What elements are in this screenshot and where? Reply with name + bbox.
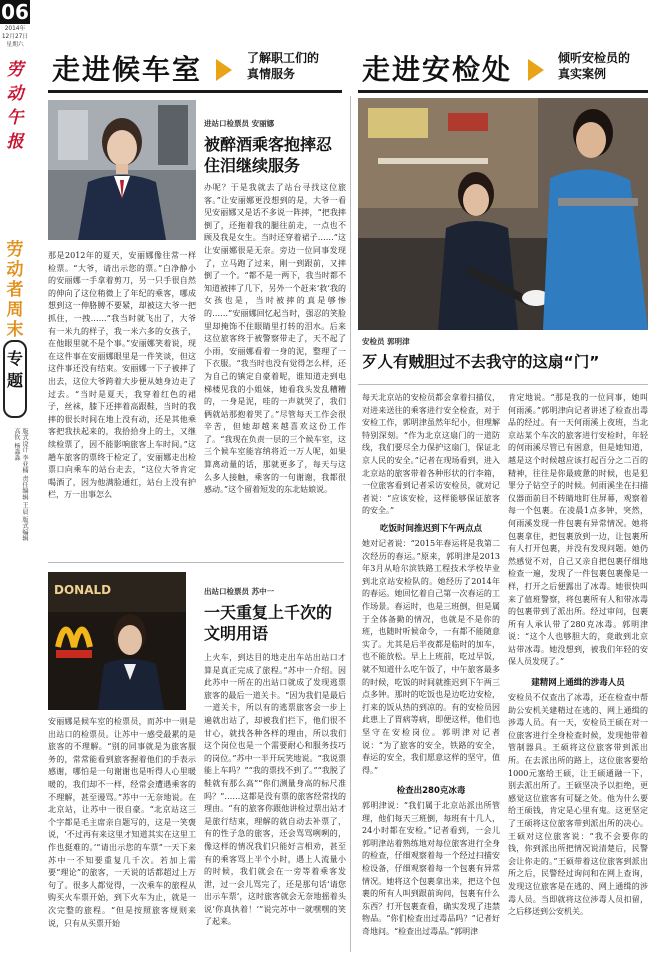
article3-col2-subhead: 建精网上通缉的涉毒人员 — [531, 678, 625, 688]
photo-caption-sign: DONALD — [54, 583, 112, 597]
right-section-title: 走进安检处 — [362, 53, 513, 86]
article2-kicker: 出站口检票员 苏中一 — [204, 587, 275, 596]
play-arrow-icon — [528, 59, 544, 81]
issue-date-year: 2014年 — [4, 26, 26, 32]
photo-an-lina — [48, 100, 196, 240]
left-section-subtitle-2: 真情服务 — [247, 67, 296, 81]
right-section-subtitle-1: 倾听安检员的 — [558, 51, 631, 65]
article3-col1-intro: 每天北京站的安检员都会拿着扫描仪，对进来送往的乘客进行安全检查，对于安检工作，郭明津虽然年纪小，但理解特别深刻。“作为北京这扇门的一道防线，我们要尽全力保护这扇门，保证北京人民的安全。”记者在现场看到，进入北京站的旅客带着各种形状的行李箱，一位旅客看到记者采访安检员，就对记者说：“应该安检，这样能够保证旅客的安全。” — [362, 393, 500, 516]
issue-weekday: 星期六 — [6, 42, 24, 48]
article2-body-right: 上火车，到达目的地走出车站出站口才算是真正完成了旅程。”苏中一介绍。因此苏中一所在的出站口就成了发现逃票旅客的最后一道关卡。“因为我们是最后一道关卡，所以有的逃票旅客会一步上遍就出站了，却被我们拦下，他们很不甘心，就找各种各样的理由，所以我们这个岗位也是一个需要耐心和服务技巧的岗位。”苏中一半开玩笑地说。“我说票能上车吗？”“我的票找不到了。”“我脱了鞋就有那么高”“你们测量身高的标尺准吗？”……这都是没有票的旅客经常找的理由。“有的旅客你跟他讲检过票出站才是旅行结束，理解的就自动去补票了，有的性子急的旅客，还会骂骂咧咧的，像这样的情况我们只能好言相劝，甚至有的乘客骂上半个小时，遇上人流量小的时候，我们就会在一旁等着乘客发泄，过一会儿骂完了，还是那句话‘请您出示车票’，这时旅客就会无奈地摇着头说‘你真执着！’”说完苏中一就嘿嘿的笑了起来。 — [204, 653, 346, 927]
left-section-title: 走进候车室 — [52, 53, 203, 86]
article2-body-left: 安丽娜是候车室的检票员，而苏中一则是出站口的检票员。让苏中一感受最累的是旅客的不理解。“别的同事就是为旅客服务的，常常能看到旅客握着他们的手表示感谢，哪怕是一句谢谢也是听得人心里暖暖的，我们却不一样，经常会遭遇乘客的不理解，甚至谩骂。”苏中一无奈地说。在北京站，让苏中一很自豪。“北京站这三个字都是毛主席亲自题写的，这是一笑褒说，‘不过再有来这里才知道其实在这里工作也挺难的。’“请出示您的车票”一天下来苏中一不知要重复几千次。若加上需要“理论”的旅客，一天说的话都超过上万句了。很多人都觉得，一次乘车的旅程从购买火车票开始，到下火车为止，就是一次完整的旅程。“但是按照旅客规则来说，只有从买票开始 — [48, 717, 196, 928]
article3-col1-body: 她对记者说：“2015年春运将是我第二次经历的春运。”原来，郭明津是2013年3月从哈尔滨铁路工程技术学校毕业到北京站安检队的。她经历了2014年的春运。她回忆着自己第一次春运的工作场景。春运时，也是三班倒，但是属于全体备勤的情况，也就是不是你的班，也随时听候命令，一有都不能随意实了。尤其是后半夜都是临时的加车，也不能放松。早上上班前，吃过早饭，就不知道什么吃午饭了，中午旅客最多的时候，吃饭的时间就推迟到下午两三点多钟。那时的吃饭也是边吃边安检，打来的饭从热的到凉的。有的安检员因此患上了胃病等病，即便这样，他们也坚守在安检岗位。郭明津对记者说：“为了旅客的安全，铁路的安全，春运的安全，我们愿意这样的坚守，值得。” — [362, 539, 500, 775]
article3-rule — [358, 384, 648, 385]
section-divider — [350, 96, 351, 952]
article2-headline: 一天重复上千次的文明用语 — [204, 603, 333, 643]
article1-body-right: 办呢？于是我就去了站台寻找这位旅客。”让安丽娜更没想到的是，大爷一看见安丽娜又是话不多说一阵摔，“把我摔倒了，还拖着我的腿往前走，一点也不顾及我是女生。当时还穿着裙子……”这让安丽娜很是无奈。旁边一位同事发现了，立马跑了过来，刚一到跟前，又摔倒了一个。“都不是一两下，我当时都不知道被摔了几下，另外一个赶来‘救’我的女孩也是，当时被摔的真是够惨的……”安丽娜回忆起当时，强忍的笑脸里却掩饰不住眼睛里打转的泪水。后来这位旅客终于被警察带走了，天不起了小雨，安丽娜看着一身的泥，整理了一下衣服。“我当时也没有觉得怎么样，还为自己的镇定自豪着呢，谁知道走到电梯楼见我的小姐妹，她看我头发乱糟糟的，一身是泥，哇的一声就哭了，我们俩就站那抱着哭了。”尽管每天工作会很辛苦，但她却越来越喜欢这份工作了。“我现在负责一层的三个候车室，这三个候车室能容纳将近一万人呢，如果算离动量的话，那就更多了，每天与这么多人接触，乘客的一句谢谢，我都很感动。”这个留着短发的东北姑娘说。 — [204, 183, 346, 495]
play-arrow-icon — [216, 59, 232, 81]
page-number: 06 — [1, 0, 29, 24]
photo-su-zhongyi — [48, 572, 186, 710]
article3-col1-subhead-2: 检查出280克冰毒 — [396, 786, 466, 796]
feature-tag: 专题 — [3, 340, 27, 418]
issue-date-day: 12月27日 — [1, 34, 29, 40]
left-section-subtitle-1: 了解职工们的 — [247, 51, 320, 65]
article1-body-left: 那是2012年的夏天，安丽娜像往常一样检票。“大爷，请出示您的票。”白净静小的安丽娜一手拿着剪刀，另一只手很自然的伸向了这位稍微上了年纪的乘客，哪成想到这一伸胳膊不要紧，却被这大爷一把抓住，一拽……“我当时就飞出了，大爷有一米九的样子，我一米六多的女孩子，在他眼里就不是个事。”安丽娜笑着说，现在这件事在安丽娜眼里是一件笑谈，但这这件事还没有结束。安丽娜一下子被摔了出去，这位大爷跨着大步便从她身边走了过去。“当时是夏天，我穿着红色的裙子，丝袜，膝下还摔着高跟鞋，当时的我摔的很长时间在地上没有动，还是其他乘客把我扶起来的，我拾拾身上的土，又继续检票了，因不能影响旅客上车时间。”这趟车旅客的票终于检定了，安丽娜走出检票口向乘车的站台走去，“这位大爷肯定喝酒了，因为他满脸通红，站台上没有护栏，万一出事怎么 — [48, 251, 196, 500]
article3-col1-subhead: 吃饭时间推迟到下午两点点 — [379, 524, 482, 534]
article3-col2-body: 肯定地说。“那是我的一位同事，她叫何雨溪。”郭明津向记者讲述了检查出毒品的经过。有一天何雨溪上夜班，当北京站某个车次的旅客进行安检时，年轻的何雨溪尽管已有困意，但是她知道，越是这个时候越应该打起百分之二百的精神，往往是你最疲惫的时候，也是犯罪分子钻空子的时候。何雨溪坐在扫描仪器面前目不转睛地盯住屏幕，观察着每一个包裹。在凌晨1点多钟，突然，何雨溪发现一件包裹有异常情况。她将包裹拿住，把包裹放到一边，让包裹所有人打开包裹，并没有发现问题。她仍然感觉不对，自己又亲自把包裹仔细地检查一遍，发现了一件包裹包裹像是一样，打开之后便露出了冰毒。她很快叫来了值班警察，将包裹所有人和带冰毒的包裹带到了派出所。经过审问，包裹所有人承认带了280克冰毒。郭明津说：“这个人也够胆大的，竟敢到北京站带冰毒。她没想到，被我们年轻的安保人员发现了。” — [508, 393, 648, 667]
column-name: 劳动者周末 — [6, 240, 24, 340]
editor-credits: 版式设计 李亚楠 责任编辑 王晨 版式编辑 高钦 杨淼淼 — [13, 428, 28, 542]
photo-guo-mingjin — [358, 98, 648, 330]
left-header-rule — [48, 90, 342, 93]
article-divider — [48, 562, 344, 563]
right-header-rule — [358, 90, 648, 93]
article1-headline: 被醉酒乘客抱摔忍住泪继续服务 — [204, 135, 333, 175]
article3-col2-body-2: 安检员不仅查出了冰毒，还在检查中帮助公安机关建精过在逃的、网上通缉的涉毒人员。有一天，安检员王硕在对一位旅客进行全身检查时候，发现他带着管制器具。王硕将这位旅客带到派出所。在去派出所的路上，这位旅客要给1000元塞给王硕，让王硕通融一下，别去派出所了。王硕坚决予以拒绝，更感觉这位旅客有可疑之处。他为什么要给王硕钱，肯定是心里有鬼。这更坚定了王硕将这位旅客带到派出所的决心。王硕对这位旅客说：“我不会要你的钱，你到派出所把情况说清楚后，民警会让你走的。”王硕带着这位旅客到派出所之后，民警经过询问和在网上查询，发现这位旅客是在逃的、网上通缉的涉毒人员。当即就将这位涉毒人员扣留，之后移送到公安机关。 — [508, 693, 648, 917]
article3-headline: 歹人有贼胆过不去我守的这扇“门” — [362, 353, 600, 371]
article3-col1-body-2: 郭明津说：“我们属于北京站派出所管理，他们每天三班倒，每班有十几人，24小时都在安检。”记者看到，一会儿郭明津站着熟练地对每位旅客进行全身的检查，仔细观察着每一个经过扫描安检设备，仔细观察着每一个包裹有异常情况。她将这个包裹拿出来，把这个包裹的所有人叫到跟前询问，包裹有什么东西？打开包裹查看，确实发现了违禁物品。“你们检查出过毒品吗？”记者好奇地问。“检查出过毒品。”郭明津 — [362, 801, 500, 936]
right-section-subtitle-2: 真实案例 — [558, 67, 607, 81]
article3-kicker: 安检员 郭明津 — [362, 337, 410, 346]
article1-kicker: 进站口检票员 安丽娜 — [204, 119, 275, 128]
masthead-logo: 劳动午报 — [6, 60, 24, 152]
